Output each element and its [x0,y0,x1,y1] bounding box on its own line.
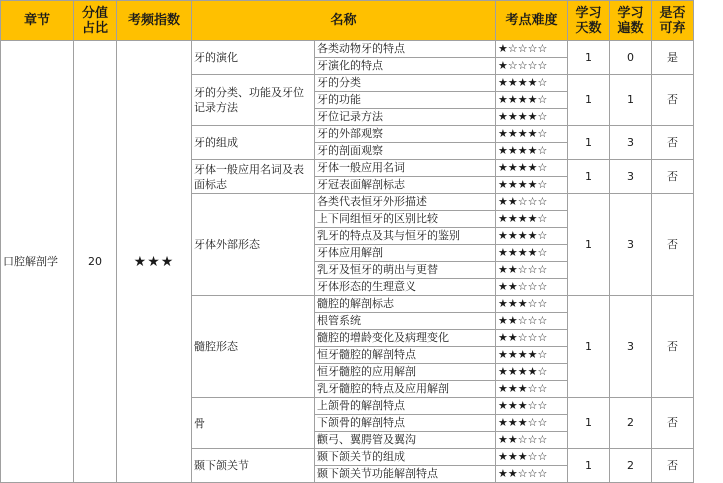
score-cell: 20 [74,41,117,483]
sheet-gutter [694,143,723,160]
difficulty-stars: ★★★★☆ [496,347,568,364]
header-skippable: 是否 可弃 [652,1,694,41]
topic-title: 牙的演化 [192,41,315,75]
study-days-cell: 1 [568,296,610,398]
skippable-cell: 否 [652,194,694,296]
topic-title: 牙体一般应用名词及表面标志 [192,160,315,194]
study-passes-cell: 3 [610,126,652,160]
difficulty-stars: ★★★☆☆ [496,398,568,415]
knowledge-point: 颞下颌关节的组成 [315,449,496,466]
difficulty-stars: ★★★★☆ [496,364,568,381]
knowledge-point: 恒牙髓腔的解剖特点 [315,347,496,364]
difficulty-stars: ★★☆☆☆ [496,330,568,347]
difficulty-stars: ★★☆☆☆ [496,279,568,296]
sheet-gutter [694,177,723,194]
knowledge-point: 颧弓、翼腭管及翼沟 [315,432,496,449]
knowledge-point: 牙的功能 [315,92,496,109]
difficulty-stars: ★★★★☆ [496,143,568,160]
difficulty-stars: ★★★☆☆ [496,415,568,432]
topic-title: 牙的分类、功能及牙位记录方法 [192,75,315,126]
sheet-gutter [694,75,723,92]
topic-title: 颞下颌关节 [192,449,315,483]
study-days-cell: 1 [568,126,610,160]
knowledge-point: 恒牙髓腔的应用解剖 [315,364,496,381]
header-score: 分值 占比 [74,1,117,41]
sheet-gutter [694,432,723,449]
sheet-gutter [694,41,723,58]
frequency-cell: ★★★ [117,41,192,483]
knowledge-point: 颞下颌关节功能解剖特点 [315,466,496,483]
sheet-gutter [694,228,723,245]
study-days-cell: 1 [568,160,610,194]
sheet-gutter [694,194,723,211]
knowledge-point: 牙演化的特点 [315,58,496,75]
study-passes-cell: 2 [610,398,652,449]
sheet-gutter [694,449,723,466]
difficulty-stars: ★★★☆☆ [496,296,568,313]
header-frequency: 考频指数 [117,1,192,41]
knowledge-point: 牙体应用解剖 [315,245,496,262]
skippable-cell: 否 [652,75,694,126]
sheet-gutter [694,347,723,364]
knowledge-point: 下颌骨的解剖特点 [315,415,496,432]
difficulty-stars: ★★★★☆ [496,211,568,228]
difficulty-stars: ★☆☆☆☆ [496,58,568,75]
difficulty-stars: ★★☆☆☆ [496,262,568,279]
sheet-gutter [694,415,723,432]
study-passes-cell: 3 [610,296,652,398]
skippable-cell: 是 [652,41,694,75]
sheet-gutter [694,92,723,109]
difficulty-stars: ★★☆☆☆ [496,432,568,449]
header-chapter: 章节 [1,1,74,41]
sheet-gutter [694,466,723,483]
difficulty-stars: ★★★☆☆ [496,381,568,398]
sheet-gutter [694,109,723,126]
difficulty-stars: ★★★★☆ [496,160,568,177]
skippable-cell: 否 [652,398,694,449]
study-days-cell: 1 [568,75,610,126]
knowledge-point: 各类代表恒牙外形描述 [315,194,496,211]
study-days-cell: 1 [568,449,610,483]
sheet-gutter [694,211,723,228]
sheet-gutter [694,58,723,75]
knowledge-point: 牙的剖面观察 [315,143,496,160]
header-study-passes: 学习 遍数 [610,1,652,41]
difficulty-stars: ★★★★☆ [496,109,568,126]
sheet-gutter [694,364,723,381]
knowledge-point: 牙体形态的生理意义 [315,279,496,296]
sheet-gutter [694,160,723,177]
study-days-cell: 1 [568,398,610,449]
knowledge-point: 乳牙及恒牙的萌出与更替 [315,262,496,279]
table-row [1,41,723,58]
sheet-gutter [694,381,723,398]
difficulty-stars: ★☆☆☆☆ [496,41,568,58]
difficulty-stars: ★★☆☆☆ [496,194,568,211]
topic-title: 髓腔形态 [192,296,315,398]
study-days-cell: 1 [568,194,610,296]
skippable-cell: 否 [652,449,694,483]
knowledge-point: 乳牙的特点及其与恒牙的鉴别 [315,228,496,245]
difficulty-stars: ★★★★☆ [496,177,568,194]
knowledge-point: 髓腔的增龄变化及病理变化 [315,330,496,347]
difficulty-stars: ★★★★☆ [496,228,568,245]
sheet-gutter [694,262,723,279]
difficulty-stars: ★★★☆☆ [496,449,568,466]
sheet-gutter [694,313,723,330]
study-passes-cell: 1 [610,75,652,126]
skippable-cell: 否 [652,160,694,194]
skippable-cell: 否 [652,296,694,398]
knowledge-point: 根管系统 [315,313,496,330]
knowledge-point: 上下同组恒牙的区别比较 [315,211,496,228]
sheet-gutter [694,245,723,262]
difficulty-stars: ★★★★☆ [496,245,568,262]
difficulty-stars: ★★☆☆☆ [496,466,568,483]
study-passes-cell: 2 [610,449,652,483]
topic-title: 骨 [192,398,315,449]
study-days-cell: 1 [568,41,610,75]
chapter-cell: 口腔解剖学 [1,41,74,483]
knowledge-point: 髓腔的解剖标志 [315,296,496,313]
sheet-gutter [694,279,723,296]
header-name: 名称 [192,1,496,41]
knowledge-point: 各类动物牙的特点 [315,41,496,58]
header-study-days: 学习 天数 [568,1,610,41]
difficulty-stars: ★★★★☆ [496,126,568,143]
skippable-cell: 否 [652,126,694,160]
knowledge-point: 牙的分类 [315,75,496,92]
header-difficulty: 考点难度 [496,1,568,41]
difficulty-stars: ★★★★☆ [496,92,568,109]
knowledge-point: 牙体一般应用名词 [315,160,496,177]
difficulty-stars: ★★☆☆☆ [496,313,568,330]
knowledge-point: 牙冠表面解剖标志 [315,177,496,194]
difficulty-stars: ★★★★☆ [496,75,568,92]
sheet-gutter [694,296,723,313]
knowledge-point: 牙的外部观察 [315,126,496,143]
topic-title: 牙体外部形态 [192,194,315,296]
knowledge-point: 乳牙髓腔的特点及应用解剖 [315,381,496,398]
knowledge-point: 上颌骨的解剖特点 [315,398,496,415]
study-passes-cell: 3 [610,194,652,296]
knowledge-point: 牙位记录方法 [315,109,496,126]
study-passes-cell: 0 [610,41,652,75]
sheet-gutter [694,330,723,347]
sheet-gutter [694,1,723,41]
sheet-gutter [694,126,723,143]
topic-title: 牙的组成 [192,126,315,160]
study-passes-cell: 3 [610,160,652,194]
sheet-gutter [694,398,723,415]
